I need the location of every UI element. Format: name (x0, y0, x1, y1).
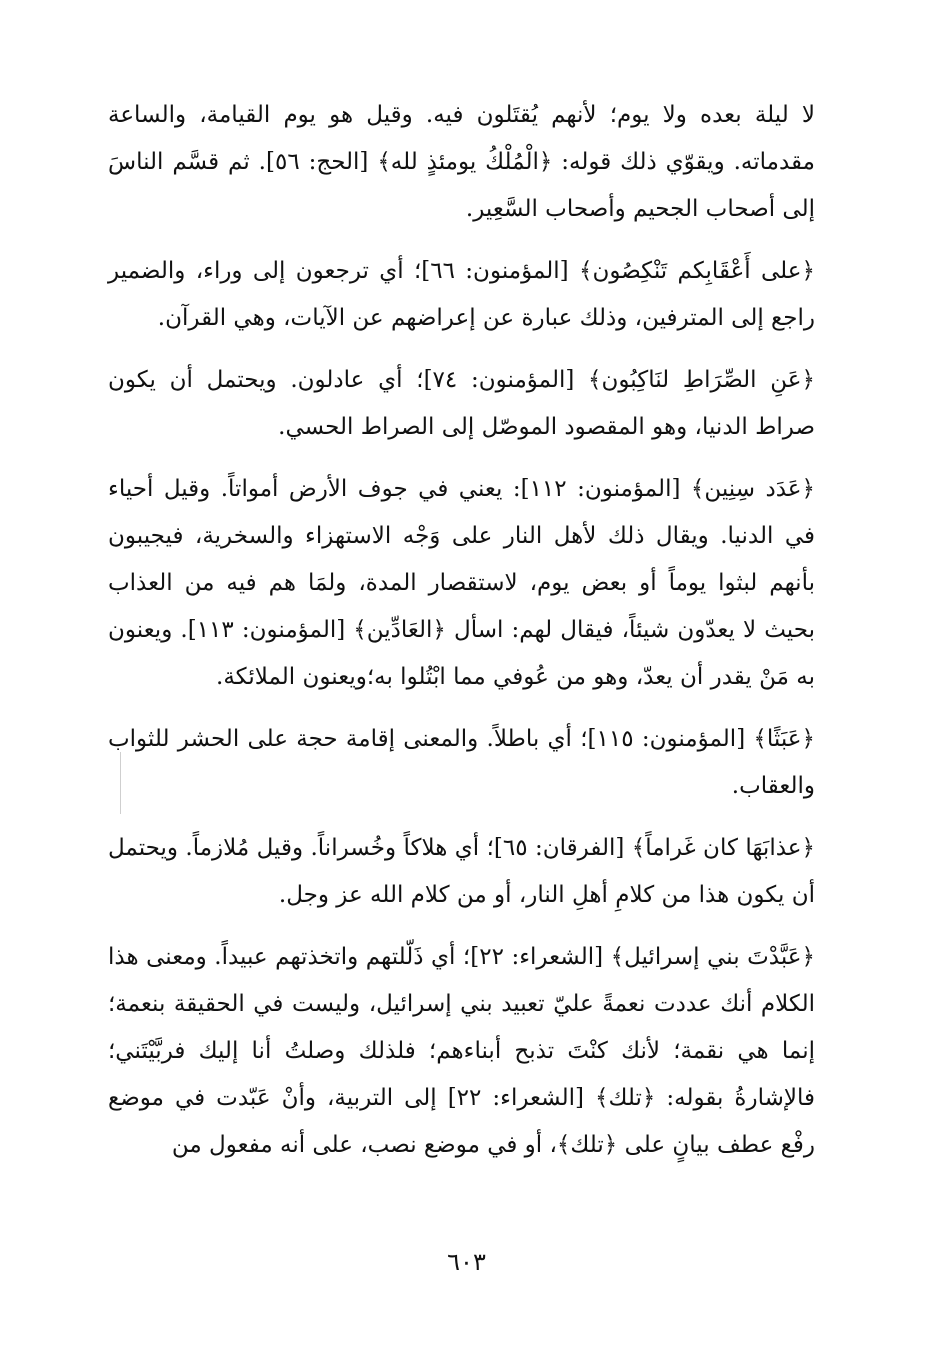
paragraph-3: ﴿عَنِ الصِّرَاطِ لنَاكِبُون﴾ [المؤمنون: ٧٤]؛ أي عادلون. ويحتمل أن يكون صراط الدنيا، وهو المقصود الموصّل إلى الصراط الحسي. (108, 367, 815, 440)
page-number: ٦٠٣ (447, 1248, 486, 1276)
paragraph-7: ﴿عَبَّدْتَ بني إسرائيل﴾ [الشعراء: ٢٢]؛ أي ذَلّلتهم واتخذتهم عبيداً. ومعنى هذا الكلام أنك عددت نعمةً عليّ تعبيد بني إسرائيل، وليست في الحقيقة بنعمة؛ إنما هي نقمة؛ لأنك كنْتَ تذبح أبناءهم؛ فلذلك وصلتُ أنا إليك فربَّيْتَني؛ فالإشارةُ بقوله: ﴿تلك﴾ [الشعراء: ٢٢] إلى التربية، وأنْ عَبّدت في موضع رفْع عطف بيانٍ على ﴿تلك﴾، أو في موضع نصب، على أنه مفعول من (108, 944, 815, 1158)
paragraph-2: ﴿على أَعْقَابِكم تَنْكِصُون﴾ [المؤمنون: ٦٦]؛ أي ترجعون إلى وراء، والضمير راجع إلى المترفين، وذلك عبارة عن إعراضهم عن الآيات، وهي القرآن. (108, 258, 815, 331)
paragraph-5: ﴿عَبَثًا﴾ [المؤمنون: ١١٥]؛ أي باطلاً. والمعنى إقامة حجة على الحشر للثواب والعقاب. (108, 726, 816, 799)
paragraph-1: لا ليلة بعده ولا يوم؛ لأنهم يُقتَلون فيه. وقيل هو يوم القيامة، والساعة مقدماته. ويقوّي ذلك قوله: ﴿الْمُلْكُ يومئذٍ لله﴾ [الحج: ٥٦]. ثم قسَّم الناسَ إلى أصحاب الجحيم وأصحاب السَّعِير. (108, 102, 816, 222)
paragraph-6: ﴿عذابَهَا كان غَراماً﴾ [الفرقان: ٦٥]؛ أي هلاكاً وخُسراناً. وقيل مُلازماً. ويحتمل أن يكون هذا من كلامِ أهلِ النار، أو من كلام الله عز وجل. (108, 835, 815, 908)
paragraph-4: ﴿عَدَد سِنِين﴾ [المؤمنون: ١١٢]: يعني في جوف الأرض أمواتاً. وقيل أحياء في الدنيا. ويقال ذلك لأهل النار على وَجْه الاستهزاء والسخرية، فيجيبون بأنهم لبثوا يوماً أو بعض يوم، لاستقصار المدة، ولمَا هم فيه من العذاب بحيث لا يعدّون شيئاً، فيقال لهم: اسأل ﴿العَادِّين﴾ [المؤمنون: ١١٣]. ويعنون به مَنْ يقدر أن يعدّ، وهو من عُوفي مما ابْتُلوا به؛ويعنون الملائكة. (108, 476, 815, 690)
margin-line (120, 752, 121, 814)
page-body (108, 92, 815, 1184)
